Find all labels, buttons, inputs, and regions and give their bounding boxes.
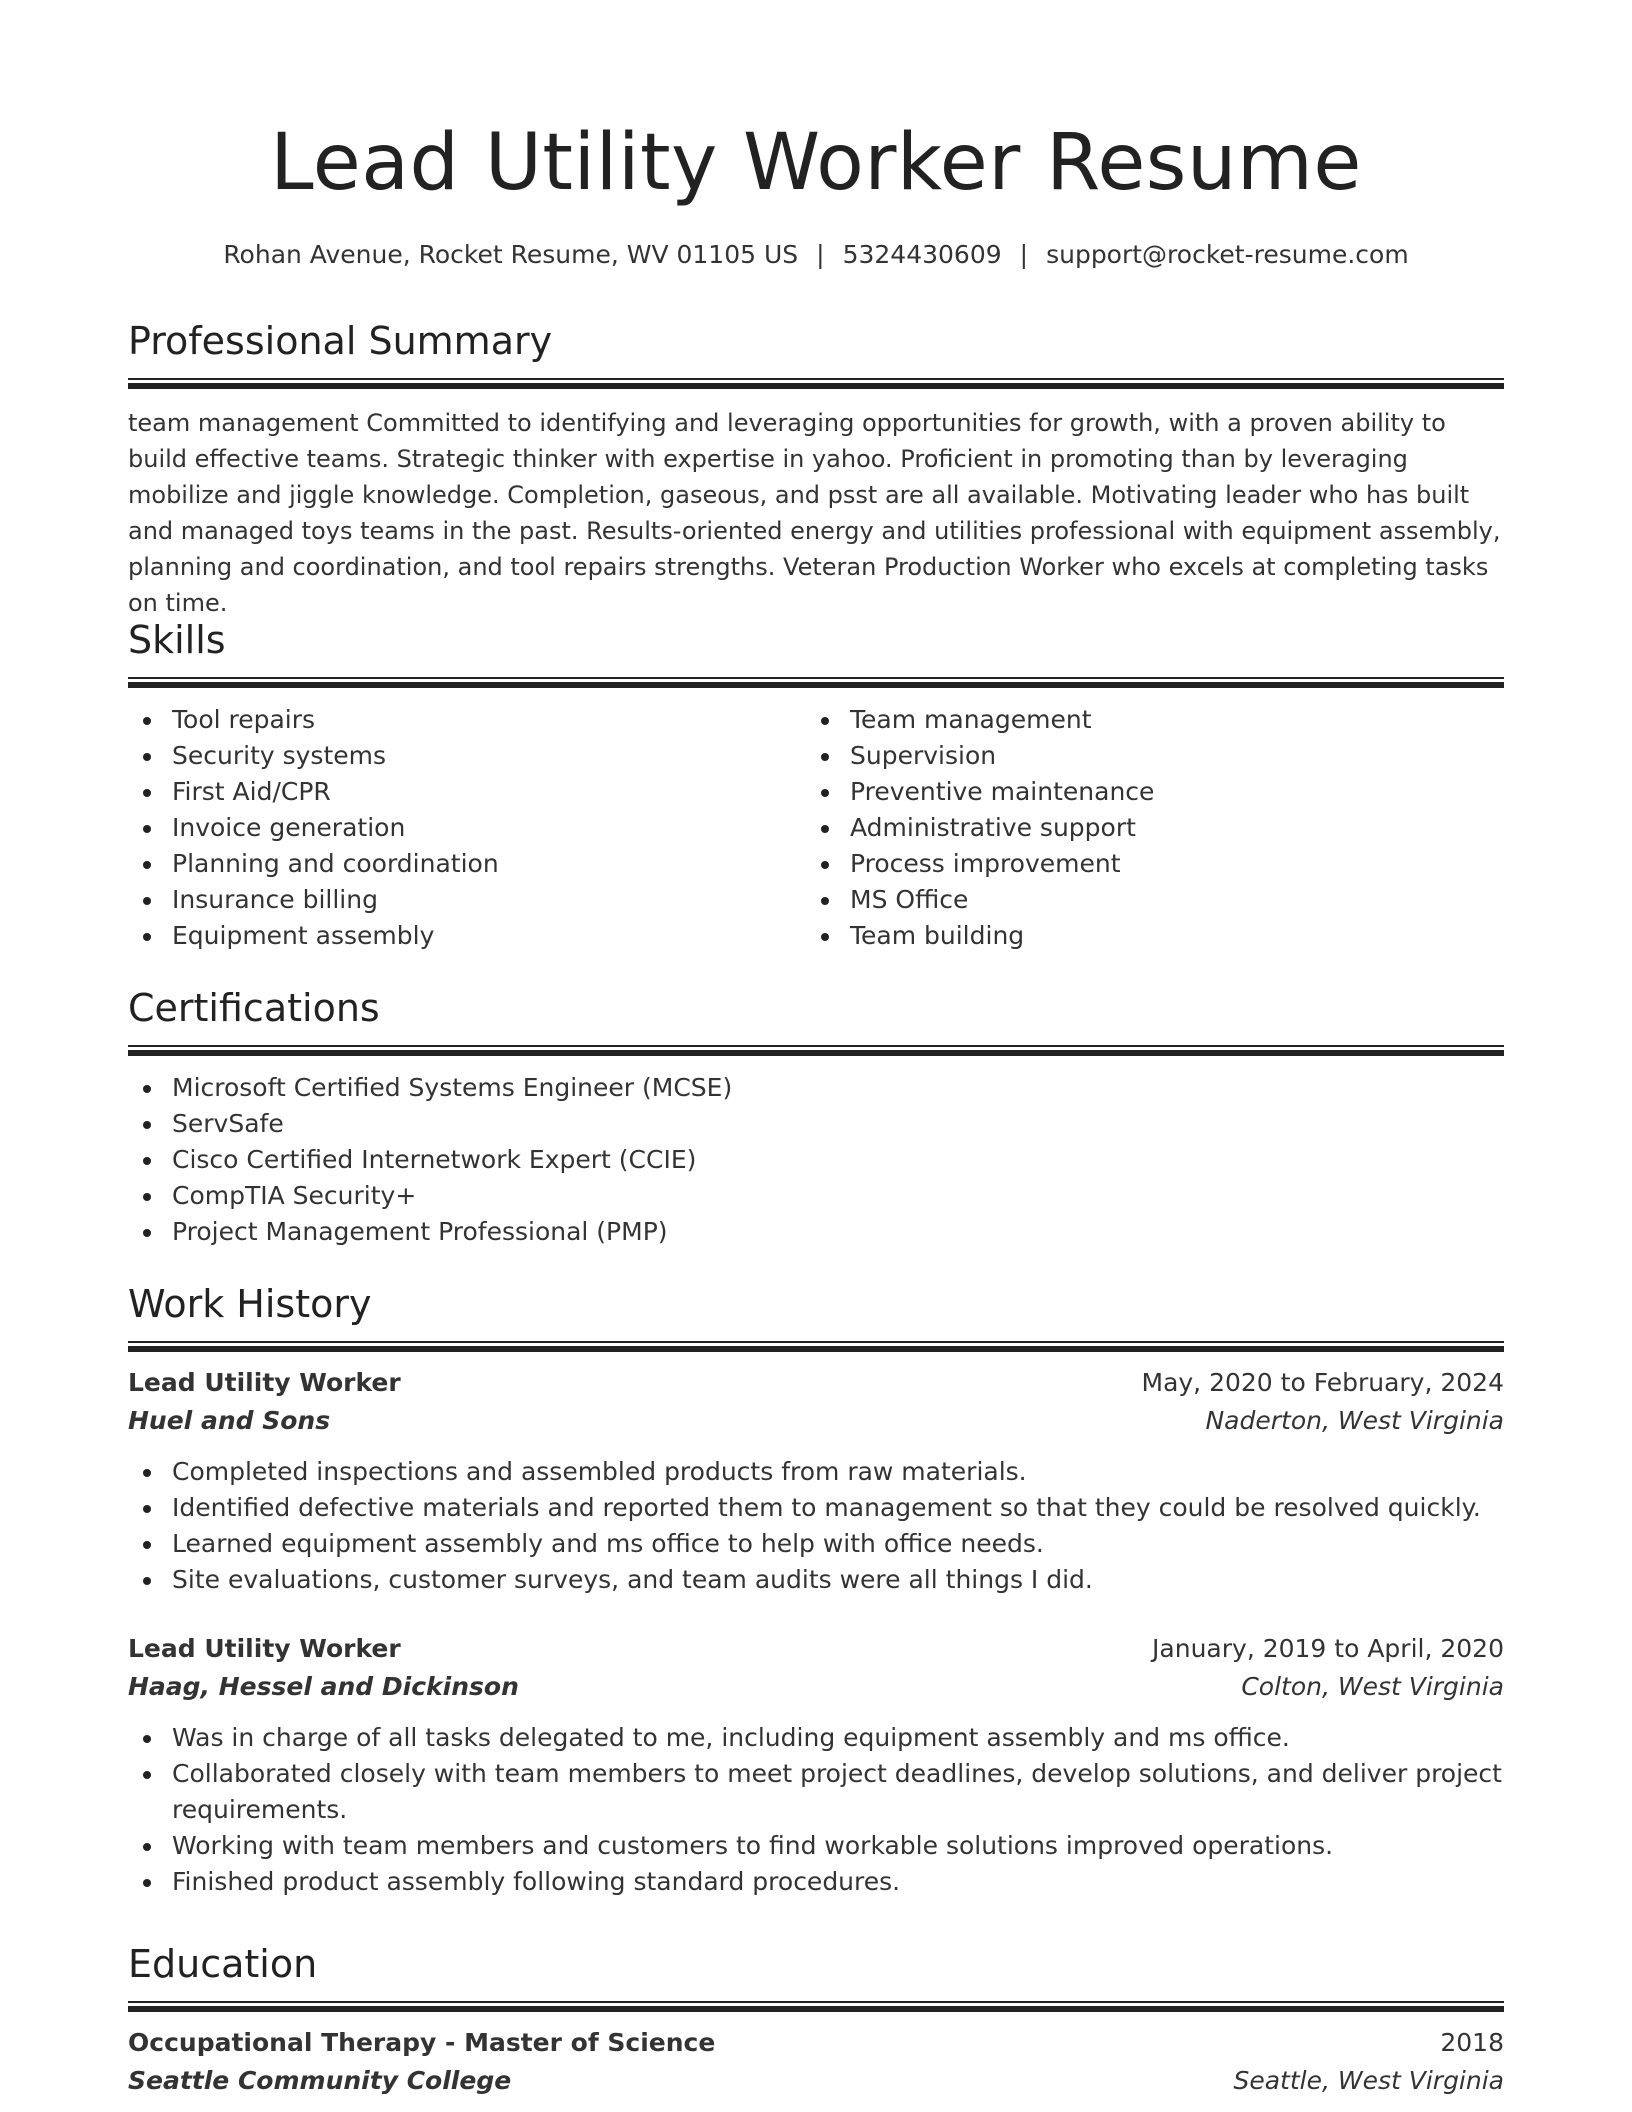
- job-subheader: [128, 1402, 1504, 1440]
- certifications-list: [128, 1070, 1504, 1250]
- resume-title: Lead Utility Worker Resume: [270, 118, 1362, 208]
- skill-item: Invoice generation: [128, 810, 806, 846]
- section-heading: Certifications: [128, 986, 380, 1030]
- skill-item: Insurance billing: [128, 882, 806, 918]
- education-school: Seattle Community College: [128, 2066, 512, 2095]
- education-subheader: [128, 2062, 1504, 2100]
- section-divider: [128, 677, 1504, 688]
- education-year: 2018: [1440, 2028, 1504, 2057]
- job-bullet: Was in charge of all tasks delegated to me, including equipment assembly and ms office.: [128, 1720, 1504, 1756]
- job-title: Lead Utility Worker: [128, 1634, 401, 1663]
- certification-item: ServSafe: [128, 1106, 1504, 1142]
- summary-section: [128, 318, 1504, 621]
- skills-list-right: [806, 702, 1484, 954]
- contact-phone: 5324430609: [842, 240, 1002, 269]
- summary-text: team management Committed to identifying and leveraging opportunities for growth, with a proven ability to build effective teams. Strategic thinker with expertise in yahoo. Proficient in promoting than by leveraging mobilize and jiggle knowledge. Completion, gaseous, and psst are all available. Motivating leader who has built and managed toys teams in the past. Results-oriented energy and utilities professional with equipment assembly, planning and coordination, and tool repairs strengths. Veteran Production Worker who excels at completing tasks on time.: [128, 409, 1501, 617]
- skills-columns: [128, 702, 1504, 954]
- skill-item: Administrative support: [806, 810, 1484, 846]
- skill-item: Tool repairs: [128, 702, 806, 738]
- education-degree: Occupational Therapy - Master of Science: [128, 2028, 716, 2057]
- skill-item: First Aid/CPR: [128, 774, 806, 810]
- section-heading: Skills: [128, 618, 226, 662]
- section-divider: [128, 378, 1504, 389]
- job-title: Lead Utility Worker: [128, 1368, 401, 1397]
- job-bullet: Working with team members and customers to find workable solutions improved operations.: [128, 1828, 1504, 1864]
- job-entry: [128, 1630, 1504, 1900]
- education-header: [128, 2024, 1504, 2062]
- contact-address: Rohan Avenue, Rocket Resume, WV 01105 US: [223, 240, 799, 269]
- education-location: Seattle, West Virginia: [1233, 2066, 1504, 2095]
- skill-item: Supervision: [806, 738, 1484, 774]
- job-entry: [128, 1364, 1504, 1598]
- section-divider: [128, 1045, 1504, 1056]
- job-dates: January, 2019 to April, 2020: [1152, 1634, 1504, 1663]
- skill-item: Process improvement: [806, 846, 1484, 882]
- job-bullet: Site evaluations, customer surveys, and team audits were all things I did.: [128, 1562, 1504, 1598]
- work-history-section: [128, 1281, 1504, 1900]
- job-company: Huel and Sons: [128, 1406, 331, 1435]
- certification-item: Project Management Professional (PMP): [128, 1214, 1504, 1250]
- skill-item: MS Office: [806, 882, 1484, 918]
- certifications-section: [128, 985, 1504, 1250]
- contact-separator: |: [1019, 240, 1029, 269]
- skill-item: Equipment assembly: [128, 918, 806, 954]
- certification-item: CompTIA Security+: [128, 1178, 1504, 1214]
- job-location: Colton, West Virginia: [1241, 1672, 1504, 1701]
- job-header: [128, 1630, 1504, 1668]
- job-bullets: [128, 1720, 1504, 1900]
- job-bullet: Completed inspections and assembled products from raw materials.: [128, 1454, 1504, 1490]
- section-divider: [128, 2001, 1504, 2012]
- contact-email: support@rocket-resume.com: [1046, 240, 1409, 269]
- job-bullet: Identified defective materials and reported them to management so that they could be resolved quickly.: [128, 1490, 1504, 1526]
- contact-line: [128, 240, 1504, 269]
- education-entry: [128, 2024, 1504, 2100]
- section-heading: Education: [128, 1942, 318, 1986]
- job-dates: May, 2020 to February, 2024: [1141, 1368, 1504, 1397]
- job-company: Haag, Hessel and Dickinson: [128, 1672, 519, 1701]
- skills-section: [128, 617, 1504, 954]
- skill-item: Planning and coordination: [128, 846, 806, 882]
- certification-item: Cisco Certified Internetwork Expert (CCIE): [128, 1142, 1504, 1178]
- skills-list-left: [128, 702, 806, 954]
- job-bullet: Learned equipment assembly and ms office to help with office needs.: [128, 1526, 1504, 1562]
- certification-item: Microsoft Certified Systems Engineer (MCSE): [128, 1070, 1504, 1106]
- skill-item: Preventive maintenance: [806, 774, 1484, 810]
- job-bullet: Collaborated closely with team members to meet project deadlines, develop solutions, and deliver project requirements.: [128, 1756, 1504, 1828]
- job-header: [128, 1364, 1504, 1402]
- skill-item: Security systems: [128, 738, 806, 774]
- job-bullets: [128, 1454, 1504, 1598]
- education-section: [128, 1941, 1504, 2100]
- job-bullet: Finished product assembly following standard procedures.: [128, 1864, 1504, 1900]
- section-heading: Professional Summary: [128, 319, 553, 363]
- section-divider: [128, 1341, 1504, 1352]
- job-location: Naderton, West Virginia: [1205, 1406, 1504, 1435]
- contact-separator: |: [816, 240, 825, 269]
- job-subheader: [128, 1668, 1504, 1706]
- skill-item: Team building: [806, 918, 1484, 954]
- skill-item: Team management: [806, 702, 1484, 738]
- section-heading: Work History: [128, 1282, 372, 1326]
